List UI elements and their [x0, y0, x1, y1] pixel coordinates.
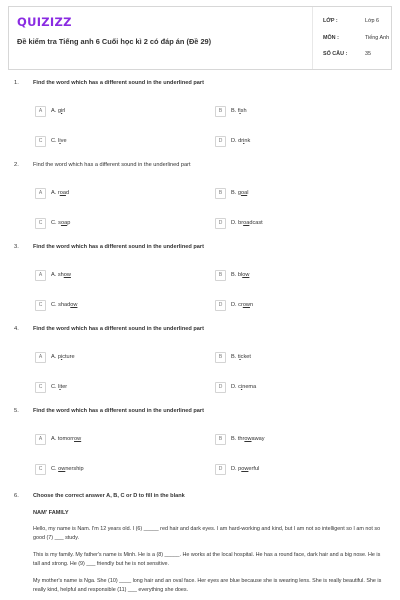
option-underlined-part: ow — [74, 436, 82, 442]
option-text[interactable] — [231, 384, 256, 390]
option-text-prefix: A. tomorr — [51, 436, 75, 442]
question-prompt: Find the word which has a different sound in the underlined part — [33, 326, 204, 332]
meta-subject-label: MÔN : — [323, 35, 339, 41]
option-text[interactable] — [51, 138, 67, 144]
option-text-suffix: n — [249, 302, 254, 308]
passage-paragraph-1: Hello, my name is Nam. I'm 12 years old. I (6) _____ red hair and dark eyes. I am hard-working and kind, but I am not so intelligent so I am not so good (7) ___ study. — [33, 526, 381, 541]
option-text-prefix: C. l — [51, 384, 60, 390]
option-text[interactable] — [231, 354, 251, 360]
option-text-prefix: B. f — [231, 108, 240, 114]
option-underlined-part: ow — [242, 272, 250, 278]
option-underlined-part: i — [60, 108, 63, 114]
option-text[interactable] — [51, 436, 81, 442]
answer-option-b[interactable] — [215, 187, 248, 199]
option-text[interactable] — [231, 436, 265, 442]
option-text-suffix: cture — [62, 354, 75, 360]
option-letter-box[interactable]: B — [215, 106, 226, 117]
option-underlined-part: oa — [60, 220, 68, 226]
option-text-suffix: sh — [240, 108, 247, 114]
option-underlined-part: i — [239, 354, 241, 360]
question-number: 4. — [14, 326, 19, 332]
option-text-prefix: C. — [51, 466, 59, 472]
option-text-suffix: nk — [244, 138, 251, 144]
option-letter-box[interactable]: D — [215, 136, 226, 147]
answer-option-a[interactable] — [35, 433, 81, 445]
worksheet-title: Đề kiểm tra Tiếng anh 6 Cuối học kì 2 có đáp án (Đề 29) — [17, 37, 212, 46]
option-text[interactable] — [51, 466, 84, 472]
option-text[interactable] — [51, 272, 71, 278]
option-letter-box[interactable]: C — [35, 218, 46, 229]
option-letter-box[interactable]: D — [215, 300, 226, 311]
answer-option-c[interactable] — [35, 299, 77, 311]
option-text[interactable] — [231, 190, 248, 196]
option-text-prefix: C. shad — [51, 302, 71, 308]
option-underlined-part: i — [60, 354, 63, 360]
option-letter-box[interactable]: A — [35, 270, 46, 281]
passage-paragraph-3: My mother's name is Nga. She (10) ____ long hair and an oval face. Her eyes are blue because she is wearing lens. She is really beautiful. She is really kind, helpful and responsible (11) ___ everything she does. — [33, 578, 382, 593]
meta-subject-value: Tiếng Anh — [365, 35, 390, 41]
option-text-prefix: C. l — [51, 138, 60, 144]
option-letter-box[interactable]: C — [35, 300, 46, 311]
question-prompt: Find the word which has a different sound in the underlined part — [33, 408, 204, 414]
option-text-suffix: nership — [65, 466, 84, 472]
option-text-suffix: dcast — [249, 220, 263, 226]
option-letter-box[interactable]: A — [35, 352, 46, 363]
question-number: 2. — [14, 162, 19, 168]
answer-option-c[interactable] — [35, 217, 70, 229]
option-text[interactable] — [51, 190, 69, 196]
option-text-suffix: d — [65, 190, 70, 196]
option-text-suffix: l — [247, 190, 249, 196]
option-text-suffix: away — [251, 436, 265, 442]
option-letter-box[interactable]: A — [35, 188, 46, 199]
passage-title: NAM' FAMILY — [33, 510, 69, 516]
answer-option-a[interactable] — [35, 187, 69, 199]
option-text-prefix: A. sh — [51, 272, 64, 278]
option-letter-box[interactable]: B — [215, 434, 226, 445]
option-text-prefix: D. p — [231, 466, 242, 472]
question-prompt: Choose the correct answer A, B, C or D to fill in the blank — [33, 493, 185, 499]
option-text[interactable] — [231, 108, 247, 114]
option-letter-box[interactable]: C — [35, 382, 46, 393]
option-letter-box[interactable]: B — [215, 270, 226, 281]
option-letter-box[interactable]: D — [215, 218, 226, 229]
option-text-suffix: p — [67, 220, 71, 226]
question-prompt: Find the word which has a different sound in the underlined part — [33, 80, 204, 86]
meta-count-value: 35 — [365, 51, 371, 57]
answer-option-c[interactable] — [35, 463, 84, 475]
answer-option-a[interactable] — [35, 351, 75, 363]
question-number: 6. — [14, 493, 19, 499]
question-number: 1. — [14, 80, 19, 86]
option-text[interactable] — [51, 302, 77, 308]
option-text-suffix: ter — [60, 384, 68, 390]
quizizz-logo[interactable]: QUIZIZZ — [17, 15, 72, 29]
option-text[interactable] — [231, 302, 253, 308]
option-text-prefix: D. c — [231, 384, 241, 390]
question-prompt: Find the word which has a different sound in the underlined part — [33, 162, 191, 168]
option-underlined-part: oa — [243, 220, 250, 226]
option-text-suffix: ve — [60, 138, 67, 144]
option-text[interactable] — [51, 220, 70, 226]
option-text-prefix: A. p — [51, 354, 61, 360]
option-letter-box[interactable]: A — [35, 434, 46, 445]
answer-option-d[interactable] — [215, 463, 259, 475]
option-text-suffix: cket — [240, 354, 251, 360]
meta-grade-label: LỚP : — [323, 18, 338, 24]
option-underlined-part: oa — [240, 190, 248, 196]
option-underlined-part: ow — [244, 436, 252, 442]
answer-option-d[interactable] — [215, 135, 250, 147]
option-text[interactable] — [231, 466, 259, 472]
option-underlined-part: ow — [63, 272, 71, 278]
option-underlined-part: ow — [70, 302, 78, 308]
option-text-prefix: D. dr — [231, 138, 244, 144]
option-letter-box[interactable]: D — [215, 464, 226, 475]
option-text[interactable] — [231, 272, 249, 278]
option-letter-box[interactable]: B — [215, 188, 226, 199]
answer-option-a[interactable] — [35, 105, 65, 117]
question-number: 5. — [14, 408, 19, 414]
option-letter-box[interactable]: A — [35, 106, 46, 117]
answer-option-b[interactable] — [215, 351, 251, 363]
option-letter-box[interactable]: D — [215, 382, 226, 393]
option-underlined-part: i — [243, 138, 245, 144]
answer-option-a[interactable] — [35, 269, 71, 281]
option-text[interactable] — [231, 138, 250, 144]
option-underlined-part: ow — [241, 466, 249, 472]
option-text-prefix: A. r — [51, 190, 60, 196]
answer-option-d[interactable] — [215, 217, 263, 229]
option-underlined-part: ow — [58, 466, 66, 472]
header-divider — [312, 7, 313, 69]
option-letter-box[interactable]: B — [215, 352, 226, 363]
answer-option-b[interactable] — [215, 105, 247, 117]
worksheet-header — [8, 6, 392, 70]
option-text-prefix: A. g — [51, 108, 61, 114]
answer-option-c[interactable] — [35, 381, 67, 393]
option-text[interactable] — [51, 354, 75, 360]
option-text-prefix: B. bl — [231, 272, 243, 278]
answer-option-b[interactable] — [215, 433, 265, 445]
option-text-prefix: C. s — [51, 220, 61, 226]
option-underlined-part: ow — [242, 302, 250, 308]
option-underlined-part: i — [240, 384, 243, 390]
meta-grade-value: Lớp 6 — [365, 18, 380, 24]
option-text-prefix: B. g — [231, 190, 241, 196]
meta-count-label: SỐ CÂU : — [323, 51, 348, 57]
option-text[interactable] — [51, 384, 67, 390]
answer-option-d[interactable] — [215, 299, 253, 311]
question-number: 3. — [14, 244, 19, 250]
option-text-suffix: rl — [62, 108, 66, 114]
option-text-suffix: erful — [248, 466, 260, 472]
option-text-prefix: B. t — [231, 354, 240, 360]
answer-option-c[interactable] — [35, 135, 67, 147]
question-prompt: Find the word which has a different sound in the underlined part — [33, 244, 204, 250]
option-underlined-part: i — [59, 138, 61, 144]
option-text-prefix: B. thr — [231, 436, 245, 442]
option-text-prefix: D. br — [231, 220, 244, 226]
option-text-suffix: nema — [242, 384, 257, 390]
answer-option-b[interactable] — [215, 269, 249, 281]
option-text-prefix: D. cr — [231, 302, 243, 308]
option-text[interactable] — [231, 220, 263, 226]
option-underlined-part: i — [239, 108, 241, 114]
answer-option-d[interactable] — [215, 381, 256, 393]
option-text[interactable] — [51, 108, 65, 114]
option-underlined-part: i — [59, 384, 61, 390]
passage-paragraph-2: This is my family. My father's name is Minh. He is a (8) _____. He works at the local hospital. He has a round face, dark hair and a big nose. He is tall and strong. He (9) ___ friendly but he is not sensitive. — [33, 552, 381, 567]
option-letter-box[interactable]: C — [35, 464, 46, 475]
option-letter-box[interactable]: C — [35, 136, 46, 147]
option-underlined-part: oa — [59, 190, 66, 196]
